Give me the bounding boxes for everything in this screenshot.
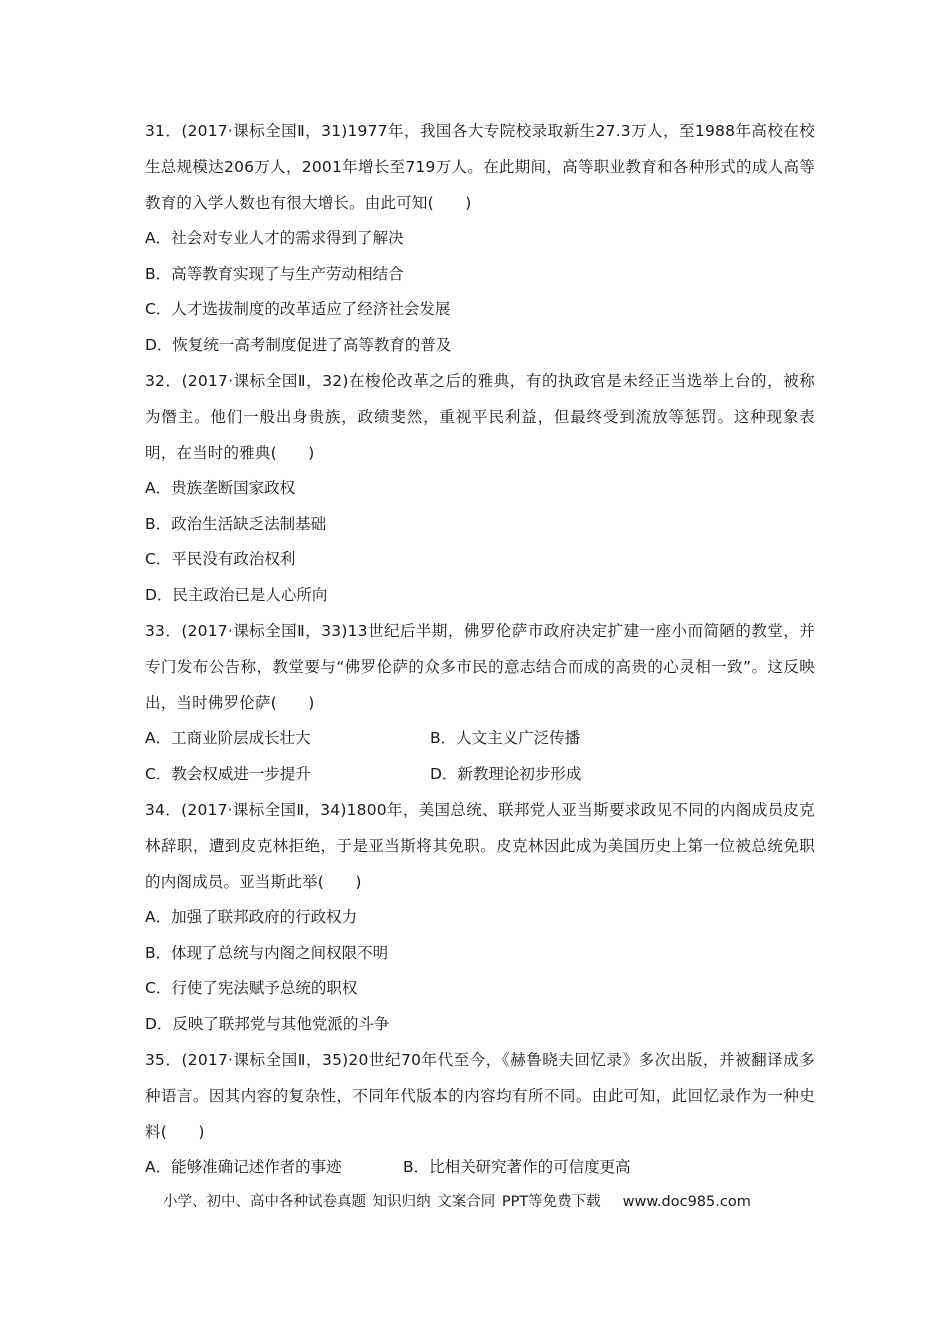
footer-site-link[interactable]: www.doc985.com [622,1194,751,1210]
option-a: A．社会对专业人才的需求得到了解决 [145,229,404,247]
option-row [145,721,815,757]
option-b: B．体现了总统与内阁之间权限不明 [145,943,389,962]
question-stem: 35．(2017·课标全国Ⅱ，35)20世纪70年代至今，《赫鲁晓夫回忆录》多次出版，并被翻译成多种语言。因其内容的复杂性，不同年代版本的内容均有所不同。由此可知，此回忆录作为一种史料( ) [145,1051,815,1141]
option-d: D．反映了联邦党与其他党派的斗争 [145,1014,390,1033]
option-a: A．能够准确记述作者的事迹 [145,1158,342,1176]
question-32 [145,363,815,613]
option-b: B．比相关研究著作的可信度更高 [403,1158,631,1176]
footer-text: 小学、初中、高中各种试卷真题 知识归纳 文案合同 PPT等免费下载 [163,1194,601,1210]
page-footer [163,1190,751,1211]
option-b: B．政治生活缺乏法制基础 [145,514,327,533]
option-c: C．平民没有政治权利 [145,550,296,568]
option-a: A．工商业阶层成长壮大 [145,729,311,747]
option-c: C．教会权威进一步提升 [145,764,311,783]
option-d: D．民主政治已是人心所向 [145,585,328,604]
option-d: D．新教理论初步形成 [430,764,582,783]
question-35 [145,1042,815,1186]
option-row [145,757,815,793]
exam-page [145,113,815,1186]
question-31 [145,113,815,363]
question-33 [145,613,815,792]
option-row [145,1150,815,1186]
question-stem: 33．(2017·课标全国Ⅱ，33)13世纪后半期，佛罗伦萨市政府决定扩建一座小而简陋的教堂，并专门发布公告称，教堂要与“佛罗伦萨的众多市民的意志结合而成的高贵的心灵相一致”。这反映出，当时佛罗伦萨( ) [145,622,815,712]
question-stem: 34．(2017·课标全国Ⅱ，34)1800年，美国总统、联邦党人亚当斯要求政见不同的内阁成员皮克林辞职，遭到皮克林拒绝，于是亚当斯将其免职。皮克林因此成为美国历史上第一位被总统免职的内阁成员。亚当斯此举( ) [145,801,815,891]
question-stem: 32．(2017·课标全国Ⅱ，32)在梭伦改革之后的雅典，有的执政官是未经正当选举上台的，被称为僭主。他们一般出身贵族，政绩斐然，重视平民利益，但最终受到流放等惩罚。这种现象表明，在当时的雅典( ) [145,372,815,462]
question-stem: 31．(2017·课标全国Ⅱ，31)1977年，我国各大专院校录取新生27.3万人，至1988年高校在校生总规模达206万人，2001年增长至719万人。在此期间，高等职业教育和各种形式的成人高等教育的入学人数也有很大增长。由此可知( ) [145,122,815,212]
option-a: A．加强了联邦政府的行政权力 [145,908,358,926]
option-b: B．高等教育实现了与生产劳动相结合 [145,264,404,283]
option-a: A．贵族垄断国家政权 [145,479,296,497]
option-c: C．行使了宪法赋予总统的职权 [145,979,358,997]
question-34 [145,792,815,1042]
option-d: D．恢复统一高考制度促进了高等教育的普及 [145,335,452,354]
option-b: B．人文主义广泛传播 [430,729,581,747]
option-c: C．人才选拔制度的改革适应了经济社会发展 [145,300,451,318]
